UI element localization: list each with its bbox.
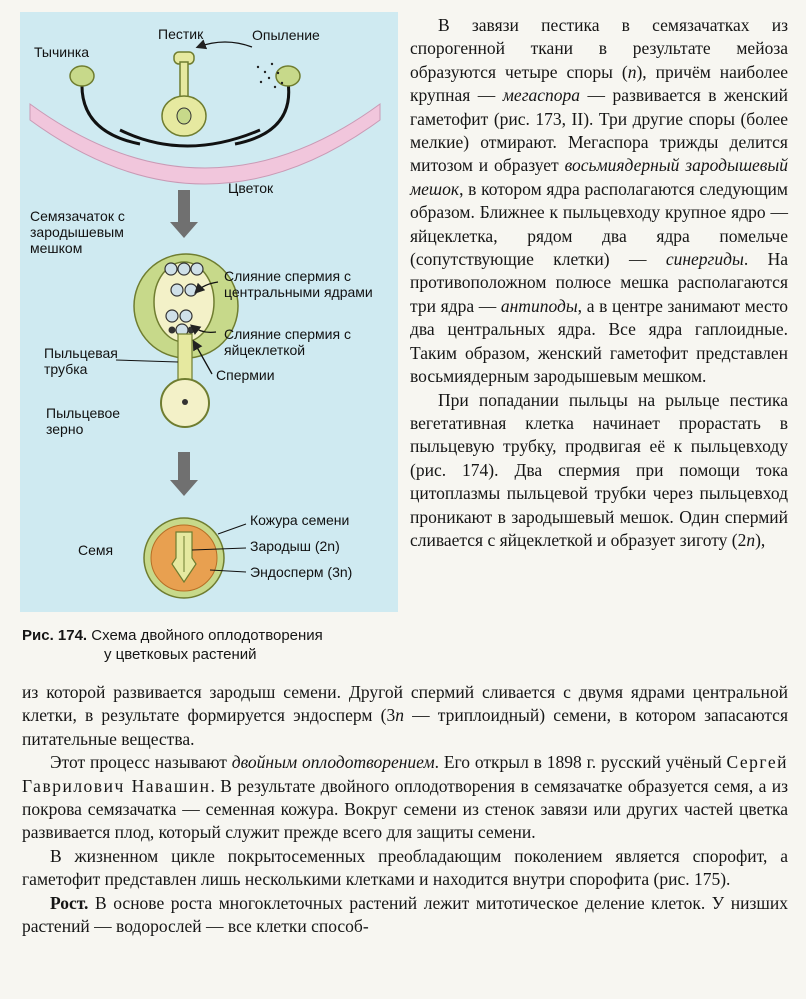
paragraph-4: В жизненном цикле покрытосеменных преобладающим поколением является спорофит, а гаметофит представлен лишь несколькими клетками и находится внутри спорофита (рис. 175). <box>22 845 788 890</box>
label-sperms: Спермии <box>216 367 275 383</box>
paragraph-2: При попадании пыльцы на рыльце пестика вегетативная клетка начинает прорастать в пыльцевую трубку, продвигая её к пыльцевходу (рис. 174). Два спермия при помощи тока цитоплазмы пыльцевой трубки через пыльцевход проникают в зародышевый мешок. Один спермий сливается с яйцеклеткой и образует зиготу (2n), <box>410 389 788 550</box>
label-stamen: Тычинка <box>34 44 90 60</box>
down-arrow-2 <box>170 452 198 496</box>
leader-pollen-tube <box>116 360 178 362</box>
text-right-column <box>410 14 788 552</box>
label-endosperm: Эндосперм (3n) <box>250 564 353 580</box>
leader-seed-coat <box>218 524 246 534</box>
label-pollination: Опыление <box>252 27 320 43</box>
figure-174 <box>20 12 398 612</box>
anther-left <box>70 66 94 86</box>
paragraph-3: Этот процесс называют двойным оплодотворением. Его открыл в 1898 г. русский учёный Сергей Гаврилович Навашин. В результате двойного оплодотворения в семязачатке образуется семя, а из покрова семязачатка — семенная кожура. Вокруг семени из стенок завязи или других частей цветка развивается плод, который служит прежде всего для защиты семени. <box>22 752 789 843</box>
paragraph-1: В завязи пестика в семязачатках из спорогенной ткани в результате мейоза образуются четыре споры (n), причём наиболее крупная — мегаспора — развивается в женский гаметофит (рис. 173, II). Три другие споры (более мелкие) отмирают. Мегаспора трижды делится митозом и образует восьмиядерный зародышевый мешок, в котором ядра располагаются следующим образом. Ближнее к пыльцевходу крупное ядро — яйцеклетка, рядом два ядра помельче (сопутствующие клетки) — синергиды. На противоположном полюсе мешка располагаются три ядра — антиподы, а в центре занимают место два центральных ядра. Все ядра гаплоидные. Таким образом, женский гаметофит представлен восьмиядерным зародышевым мешком. <box>410 15 788 387</box>
pollen-grain-nucleus <box>182 399 188 405</box>
label-pollen-tube: Пыльцевая трубка <box>44 345 118 377</box>
ovule-small <box>177 108 191 124</box>
paragraph-5: Рост. В основе роста многоклеточных растений лежит митотическое деление клеток. У низших растений — водорослей — все клетки способ- <box>22 892 788 937</box>
label-seed-coat: Кожура семени <box>250 512 350 528</box>
caption-line-2: у цветковых растений <box>104 646 257 663</box>
label-pollen-grain: Пыльцевое зерно <box>46 405 121 437</box>
label-embryo: Зародыш (2n) <box>250 538 340 554</box>
figure-caption <box>22 626 402 664</box>
label-pistil: Пестик <box>158 26 204 42</box>
pollination-arrow <box>198 42 252 47</box>
label-fusion-egg: Слияние спермия с яйцеклеткой <box>224 326 351 358</box>
stamen-filament-right <box>235 82 289 144</box>
label-seed: Семя <box>78 542 114 558</box>
sperm-1 <box>169 327 176 334</box>
label-ovule: Семязачаток с зародышевым мешком <box>30 208 125 256</box>
caption-line-1: Схема двойного оплодотворения <box>91 627 323 644</box>
label-fusion-central: Слияние спермия с центральными ядрами <box>224 268 373 300</box>
anther-right <box>276 66 300 86</box>
label-flower: Цветок <box>228 180 274 196</box>
down-arrow-1 <box>170 190 198 238</box>
text-full-width <box>22 681 788 938</box>
paragraph-2-continued: из которой развивается зародыш семени. Другой спермий сливается с двумя ядрами центральной клетки, в результате формируется эндосперм (3n — триплоидный) семени, в котором запасаются питательные вещества. <box>22 682 788 749</box>
caption-number: Рис. 174. <box>22 627 88 644</box>
